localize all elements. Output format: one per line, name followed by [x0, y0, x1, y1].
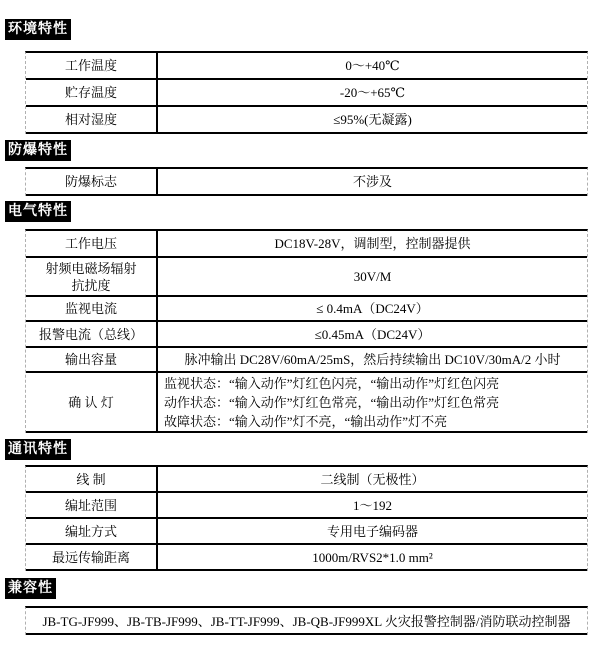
spec-label-line: 射频电磁场辐射: [45, 260, 137, 276]
communication-table: [25, 465, 588, 571]
spec-value: 不涉及: [352, 174, 392, 189]
spec-value-line: 动作状态：“输入动作”灯红色常亮，“输出动作”灯红色常亮: [164, 394, 500, 410]
spec-label: 相对湿度: [26, 107, 158, 132]
explosion-proof-table: [25, 167, 588, 196]
spec-label: 贮存温度: [26, 80, 158, 105]
electrical-table: [25, 229, 588, 433]
table-row: [26, 258, 587, 297]
table-row: [26, 169, 587, 196]
spec-value: 专用电子编码器: [326, 523, 418, 539]
spec-label: [26, 258, 158, 295]
table-row: [26, 322, 587, 348]
table-row: [26, 467, 587, 493]
spec-value: 30V/M: [353, 269, 392, 284]
spec-label: 防爆标志: [26, 169, 158, 194]
spec-label: 编址范围: [26, 493, 158, 517]
spec-value: 1～192: [352, 497, 392, 513]
spec-label: 线 制: [26, 467, 158, 491]
spec-value-line: 监视状态：“输入动作”灯红色闪亮，“输出动作”灯红色闪亮: [164, 375, 500, 391]
spec-label: 工作电压: [26, 231, 158, 256]
spec-value: 脉冲输出 DC28V/60mA/25mS，然后持续输出 DC10V/30mA/2 小时: [184, 352, 561, 367]
table-row: [26, 608, 587, 635]
spec-label: 确 认 灯: [26, 373, 158, 431]
compatibility-table: [25, 606, 588, 635]
section-heading-explosion-proof: 防爆特性: [5, 140, 71, 161]
section-heading-environment: 环境特性: [5, 19, 71, 40]
spec-value: [158, 373, 587, 431]
table-row: [26, 53, 587, 80]
table-row: [26, 231, 587, 258]
spec-label: 工作温度: [26, 53, 158, 78]
spec-label: 编址方式: [26, 519, 158, 543]
section-heading-compatibility: 兼容性: [5, 578, 56, 599]
spec-value: ≤ 0.4mA（DC24V）: [316, 301, 429, 316]
section-heading-electrical: 电气特性: [5, 201, 71, 222]
table-row: [26, 519, 587, 545]
table-row: [26, 80, 587, 107]
spec-value: 1000m/RVS2*1.0 mm²: [312, 549, 433, 565]
spec-label: 监视电流: [26, 297, 158, 320]
spec-label: 报警电流（总线）: [26, 322, 158, 346]
table-row: [26, 373, 587, 433]
spec-label-line: 抗扰度: [71, 277, 111, 293]
table-row: [26, 493, 587, 519]
compatibility-text: JB-TG-JF999、JB-TB-JF999、JB-TT-JF999、JB-QB-JF999XL 火灾报警控制器/消防联动控制器: [42, 614, 571, 629]
spec-label: 最远传输距离: [26, 545, 158, 569]
spec-value: 0～+40℃: [345, 58, 400, 73]
spec-value: ≤95%(无凝露): [333, 112, 412, 127]
spec-label: 输出容量: [26, 348, 158, 371]
table-row: [26, 348, 587, 373]
spec-value: DC18V-28V，调制型，控制器提供: [274, 236, 471, 251]
environment-table: [25, 51, 588, 134]
table-row: [26, 297, 587, 322]
spec-value: 二线制（无极性）: [320, 471, 425, 487]
spec-value: ≤0.45mA（DC24V）: [314, 326, 431, 342]
spec-value: -20～+65℃: [339, 85, 406, 100]
spec-value-line: 故障状态：“输入动作”灯不亮，“输出动作”灯不亮: [164, 413, 448, 429]
section-heading-communication: 通讯特性: [5, 439, 71, 460]
table-row: [26, 545, 587, 571]
table-row: [26, 107, 587, 134]
